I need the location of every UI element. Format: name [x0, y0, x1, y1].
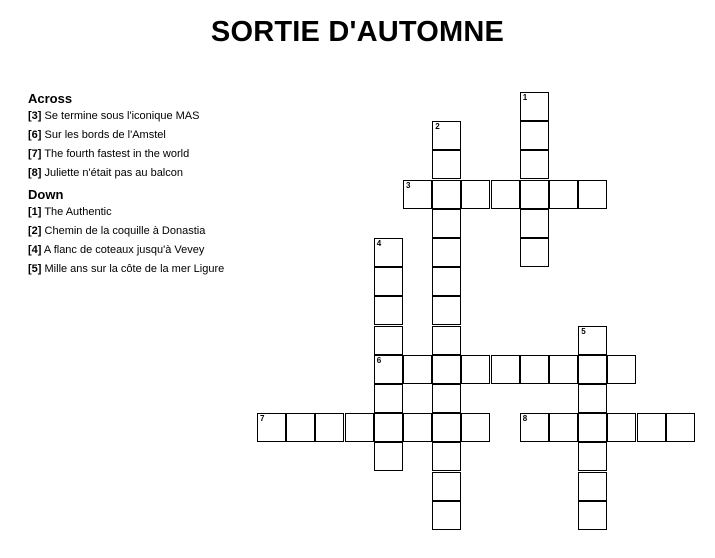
- grid-cell[interactable]: [461, 355, 490, 384]
- cell-number: 5: [581, 326, 586, 336]
- across-heading: Across: [28, 91, 73, 106]
- across-clue-8[interactable]: [28, 164, 358, 183]
- down-clue-4[interactable]: [28, 241, 358, 260]
- grid-cell[interactable]: [520, 180, 549, 209]
- grid-cell[interactable]: [520, 355, 549, 384]
- cell-number: 3: [406, 180, 411, 190]
- grid-cell[interactable]: [432, 150, 461, 179]
- grid-cell[interactable]: [607, 355, 636, 384]
- grid-cell[interactable]: [432, 267, 461, 296]
- grid-cell[interactable]: [432, 238, 461, 267]
- grid-cell[interactable]: [432, 209, 461, 238]
- grid-cell[interactable]: [432, 180, 461, 209]
- across-clue-3[interactable]: [28, 107, 358, 126]
- grid-cell[interactable]: [520, 92, 549, 121]
- grid-cell[interactable]: [432, 121, 461, 150]
- grid-cell[interactable]: [520, 121, 549, 150]
- clue-text: Se termine sous l'iconique MAS: [44, 110, 200, 122]
- grid-cell[interactable]: [578, 413, 607, 442]
- grid-cell[interactable]: [578, 355, 607, 384]
- grid-cell[interactable]: [257, 413, 286, 442]
- cell-number: 8: [522, 414, 528, 424]
- grid-cell[interactable]: [432, 501, 461, 530]
- across-clue-list: [28, 107, 358, 183]
- grid-cell[interactable]: [432, 384, 461, 413]
- down-clue-list: [28, 203, 358, 279]
- grid-cell[interactable]: [345, 413, 374, 442]
- grid-cell[interactable]: [403, 413, 432, 442]
- grid-cell[interactable]: [549, 180, 578, 209]
- grid-cell[interactable]: [286, 413, 315, 442]
- puzzle-title: SORTIE D'AUTOMNE: [210, 16, 505, 48]
- grid-cell[interactable]: [432, 326, 461, 355]
- grid-cell[interactable]: [432, 355, 461, 384]
- across-clue-6[interactable]: [28, 126, 358, 145]
- clue-number: [4]: [28, 244, 42, 256]
- grid-cell[interactable]: [432, 413, 461, 442]
- down-clue-5[interactable]: [28, 260, 358, 279]
- clue-text: Juliette n'était pas au balcon: [44, 167, 183, 179]
- clue-number: [3]: [28, 110, 42, 122]
- grid-cell[interactable]: [432, 442, 461, 471]
- grid-cell[interactable]: [374, 413, 403, 442]
- grid-cell[interactable]: [403, 180, 432, 209]
- grid-cell[interactable]: [315, 413, 344, 442]
- grid-cell[interactable]: [520, 150, 549, 179]
- grid-cell[interactable]: [520, 209, 549, 238]
- grid-cell[interactable]: [374, 442, 403, 471]
- grid-cell[interactable]: [607, 413, 636, 442]
- clue-number: [1]: [28, 206, 42, 218]
- clue-number: [7]: [28, 148, 42, 160]
- grid-cell[interactable]: [374, 238, 403, 267]
- grid-cell[interactable]: [666, 413, 695, 442]
- grid-cell[interactable]: [578, 472, 607, 501]
- grid-cell[interactable]: [549, 355, 578, 384]
- grid-cell[interactable]: [374, 296, 403, 325]
- clue-number: [6]: [28, 129, 42, 141]
- down-clue-1[interactable]: [28, 203, 358, 222]
- grid-cell[interactable]: [461, 180, 490, 209]
- grid-cell[interactable]: [578, 442, 607, 471]
- clue-text: Mille ans sur la côte de la mer Ligure: [44, 263, 225, 275]
- grid-cell[interactable]: [578, 384, 607, 413]
- grid-cell[interactable]: [432, 296, 461, 325]
- clue-number: [8]: [28, 167, 42, 179]
- cell-number: 6: [376, 355, 382, 365]
- grid-cell[interactable]: [578, 326, 607, 355]
- grid-cell[interactable]: [520, 238, 549, 267]
- grid-cell[interactable]: [461, 413, 490, 442]
- clue-text: The Authentic: [44, 206, 112, 218]
- cell-number: 2: [435, 122, 440, 132]
- grid-cell[interactable]: [491, 355, 520, 384]
- grid-cell[interactable]: [549, 413, 578, 442]
- cell-number: 4: [376, 239, 382, 248]
- grid-cell[interactable]: [374, 267, 403, 296]
- clue-number: [2]: [28, 225, 42, 237]
- clue-text: Sur les bords de l'Amstel: [44, 129, 166, 141]
- grid-cell[interactable]: [637, 413, 666, 442]
- clue-text: A flanc de coteaux jusqu'à Vevey: [43, 244, 205, 256]
- grid-cell[interactable]: [491, 180, 520, 209]
- grid-cell[interactable]: [578, 501, 607, 530]
- grid-cell[interactable]: [374, 326, 403, 355]
- down-clue-2[interactable]: [28, 222, 358, 241]
- down-heading: Down: [28, 187, 64, 202]
- cell-number: 1: [522, 93, 528, 102]
- grid-cell[interactable]: [432, 472, 461, 501]
- across-clue-7[interactable]: [28, 145, 358, 164]
- grid-cell[interactable]: [374, 355, 403, 384]
- grid-cell[interactable]: [520, 413, 549, 442]
- grid-cell[interactable]: [374, 384, 403, 413]
- grid-cell[interactable]: [403, 355, 432, 384]
- clue-text: Chemin de la coquille à Donastia: [44, 225, 206, 237]
- clue-panel: [28, 90, 358, 282]
- grid-cell[interactable]: [578, 180, 607, 209]
- clue-number: [5]: [28, 263, 42, 275]
- clue-text: The fourth fastest in the world: [44, 148, 190, 160]
- cell-number: 7: [260, 414, 265, 424]
